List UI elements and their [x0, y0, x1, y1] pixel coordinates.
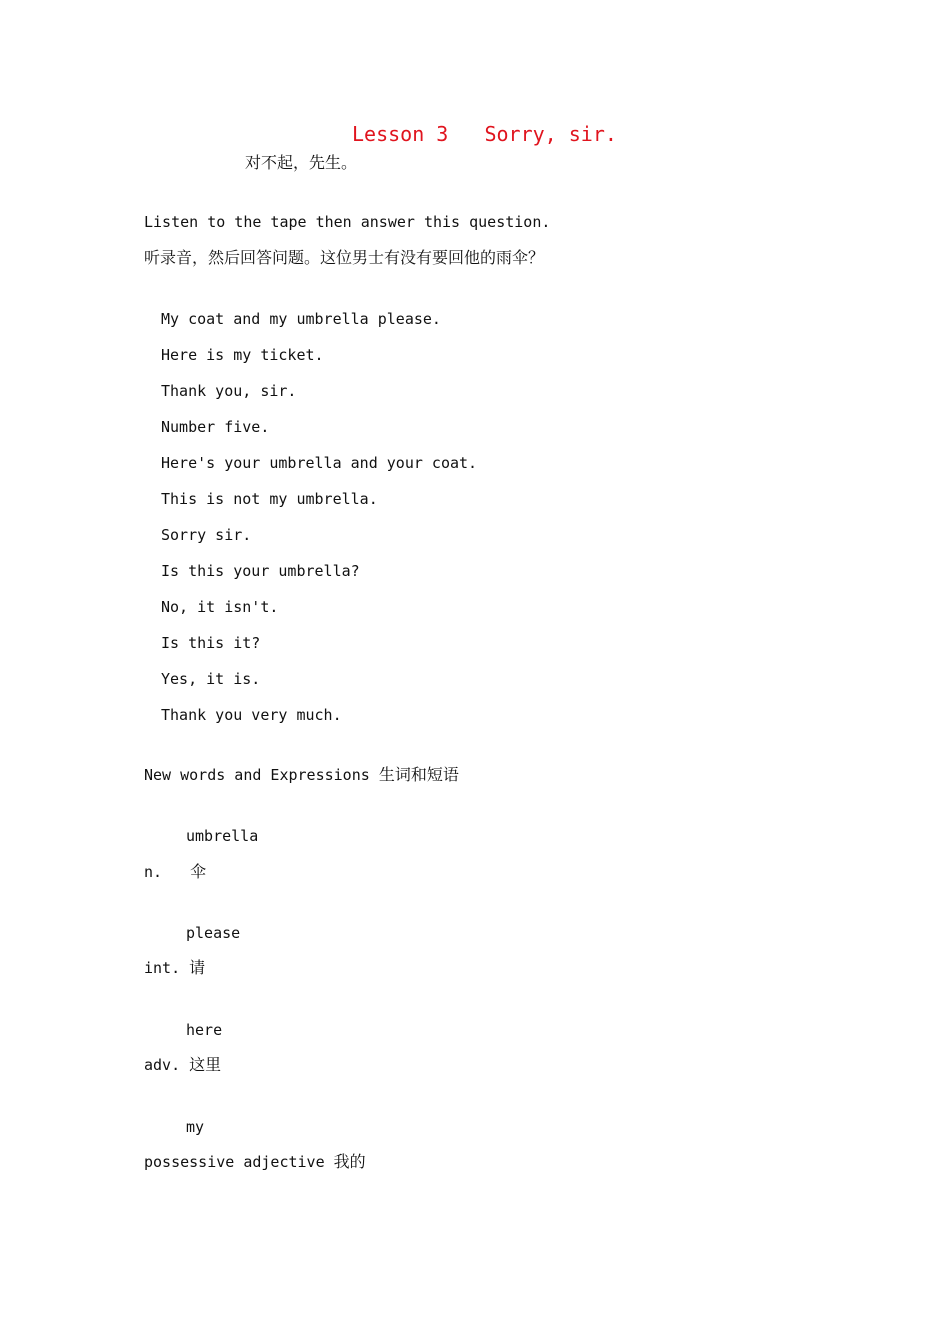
dialogue-line: My coat and my umbrella please.: [161, 310, 441, 328]
vocab-word: please: [186, 924, 241, 942]
dialogue-line: This is not my umbrella.: [161, 490, 378, 508]
instruction-english: Listen to the tape then answer this question.: [144, 213, 551, 231]
vocab-meaning: 请: [189, 958, 206, 977]
vocab-definition: [144, 1055, 221, 1075]
vocab-meaning: 这里: [189, 1055, 222, 1074]
vocab-definition: [144, 1152, 366, 1172]
vocab-word: my: [186, 1118, 205, 1136]
vocab-meaning: 伞: [190, 862, 207, 881]
vocab-pos: adv.: [144, 1056, 181, 1074]
vocab-pos: n.: [144, 863, 163, 881]
vocab-heading: [144, 765, 459, 785]
vocab-definition: [144, 958, 205, 978]
dialogue-line: No, it isn't.: [161, 598, 279, 616]
vocab-definition: [144, 862, 206, 882]
dialogue-line: Thank you very much.: [161, 706, 342, 724]
dialogue-line: Number five.: [161, 418, 270, 436]
dialogue-list: [161, 309, 477, 741]
dialogue-line: Here is my ticket.: [161, 346, 324, 364]
instruction-chinese: 听录音，然后回答问题。这位男士有没有要回他的雨伞？: [144, 248, 545, 267]
dialogue-line: Sorry sir.: [161, 526, 252, 544]
lesson-subtitle: 对不起，先生。: [245, 153, 358, 172]
vocab-word: umbrella: [186, 827, 259, 845]
vocab-word: here: [186, 1021, 223, 1039]
dialogue-line: Thank you, sir.: [161, 382, 297, 400]
dialogue-line: Here's your umbrella and your coat.: [161, 454, 478, 472]
dialogue-line: Is this it?: [161, 634, 261, 652]
dialogue-line: Yes, it is.: [161, 670, 261, 688]
vocab-meaning: 我的: [333, 1152, 366, 1171]
lesson-title: Lesson 3 Sorry, sir.: [352, 122, 617, 146]
vocab-heading-english: New words and Expressions: [144, 766, 370, 784]
vocab-pos: int.: [144, 959, 181, 977]
vocab-heading-chinese: 生词和短语: [378, 765, 459, 784]
vocab-pos: possessive adjective: [144, 1153, 325, 1171]
dialogue-line: Is this your umbrella?: [161, 562, 360, 580]
